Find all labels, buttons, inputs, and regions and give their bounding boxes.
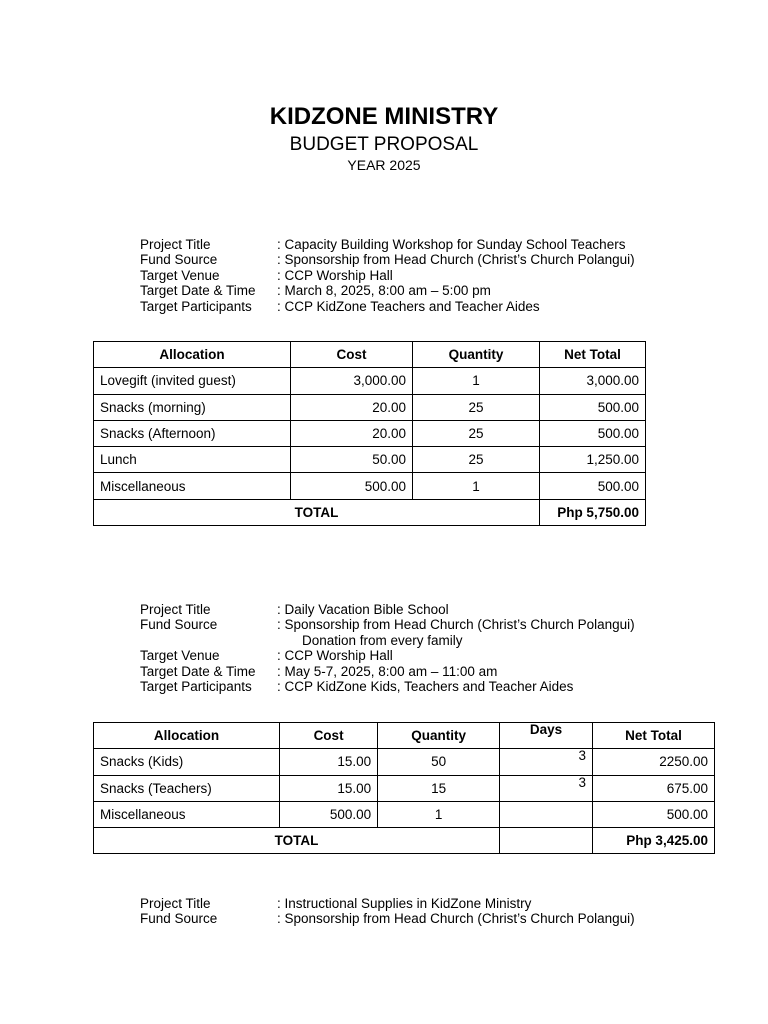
column-header-quantity: Quantity [413,342,540,368]
days-cell [500,801,593,827]
info-label: Target Venue [140,648,220,664]
info-label: Target Date & Time [140,663,256,679]
column-header-cost: Cost [291,342,413,368]
allocation-cell: Miscellaneous [94,801,280,827]
cost-cell: 500.00 [291,473,413,499]
empty-days-cell [500,828,593,854]
cost-cell: 20.00 [291,394,413,420]
net-total-cell: 500.00 [540,420,646,446]
total-value: Php 5,750.00 [540,499,646,525]
days-cell: 3 [500,749,593,775]
allocation-cell: Miscellaneous [94,473,291,499]
quantity-cell: 1 [413,368,540,394]
cost-cell: 3,000.00 [291,368,413,394]
allocation-cell: Lovegift (invited guest) [94,368,291,394]
allocation-cell: Lunch [94,447,291,473]
allocation-cell: Snacks (Teachers) [94,775,280,801]
info-value: : March 8, 2025, 8:00 am – 5:00 pm [277,283,491,299]
column-header-allocation: Allocation [94,723,280,749]
table-row [94,775,715,801]
net-total-cell: 2250.00 [593,749,715,775]
column-header-net-total: Net Total [540,342,646,368]
info-label: Fund Source [140,617,218,633]
total-label: TOTAL [94,828,500,854]
info-label: Target Date & Time [140,283,256,299]
cost-cell: 50.00 [291,447,413,473]
quantity-cell: 25 [413,420,540,446]
net-total-cell: 1,250.00 [540,447,646,473]
column-header-allocation: Allocation [94,342,291,368]
total-value: Php 3,425.00 [593,828,715,854]
document-year: YEAR 2025 [347,157,421,173]
table-row [94,473,646,499]
days-cell: 3 [500,775,593,801]
info-label: Project Title [140,602,211,617]
cost-cell: 500.00 [279,801,377,827]
info-label: Fund Source [140,911,218,927]
net-total-cell: 500.00 [540,473,646,499]
budget-table-1 [93,341,646,526]
column-header-cost: Cost [279,723,377,749]
info-value: : Sponsorship from Head Church (Christ’s Church Polangui) [277,617,635,633]
net-total-cell: 675.00 [593,775,715,801]
quantity-cell: 25 [413,394,540,420]
info-label: Target Participants [140,298,252,314]
table-row [94,801,715,827]
column-header-days: Days [500,723,593,749]
info-value: Donation from every family [302,632,463,648]
table-row [94,368,646,394]
info-label: Project Title [140,237,211,252]
info-value: : CCP Worship Hall [277,648,393,664]
info-value: : CCP Worship Hall [277,267,393,283]
cost-cell: 15.00 [279,775,377,801]
quantity-cell: 25 [413,447,540,473]
net-total-cell: 500.00 [593,801,715,827]
info-label: Target Participants [140,678,252,694]
total-row [94,499,646,525]
allocation-cell: Snacks (Afternoon) [94,420,291,446]
info-value: : Capacity Building Workshop for Sunday School Teachers [277,237,626,252]
column-header-net-total: Net Total [593,723,715,749]
net-total-cell: 500.00 [540,394,646,420]
info-label: Fund Source [140,252,218,268]
table-header-row [94,723,715,749]
net-total-cell: 3,000.00 [540,368,646,394]
budget-table-2 [93,722,715,854]
info-value: : CCP KidZone Kids, Teachers and Teacher Aides [277,678,574,694]
info-label: Target Venue [140,267,220,283]
table-row [94,749,715,775]
total-row [94,828,715,854]
allocation-cell: Snacks (Kids) [94,749,280,775]
quantity-cell: 50 [378,749,500,775]
table-row [94,394,646,420]
info-value: : Daily Vacation Bible School [277,602,449,617]
info-label: Project Title [140,896,211,911]
info-value: : Sponsorship from Head Church (Christ’s Church Polangui) [277,911,635,927]
total-label: TOTAL [94,499,540,525]
allocation-cell: Snacks (morning) [94,394,291,420]
info-value: : CCP KidZone Teachers and Teacher Aides [277,298,540,314]
info-value: : Sponsorship from Head Church (Christ’s Church Polangui) [277,252,635,268]
info-value: : Instructional Supplies in KidZone Ministry [277,896,532,911]
info-value: : May 5-7, 2025, 8:00 am – 11:00 am [277,663,498,679]
cost-cell: 15.00 [279,749,377,775]
table-row [94,447,646,473]
column-header-quantity: Quantity [378,723,500,749]
quantity-cell: 1 [413,473,540,499]
table-row [94,420,646,446]
quantity-cell: 15 [378,775,500,801]
document-subtitle: BUDGET PROPOSAL [289,134,479,155]
table-header-row [94,342,646,368]
document-title: KIDZONE MINISTRY [269,103,499,130]
quantity-cell: 1 [378,801,500,827]
cost-cell: 20.00 [291,420,413,446]
